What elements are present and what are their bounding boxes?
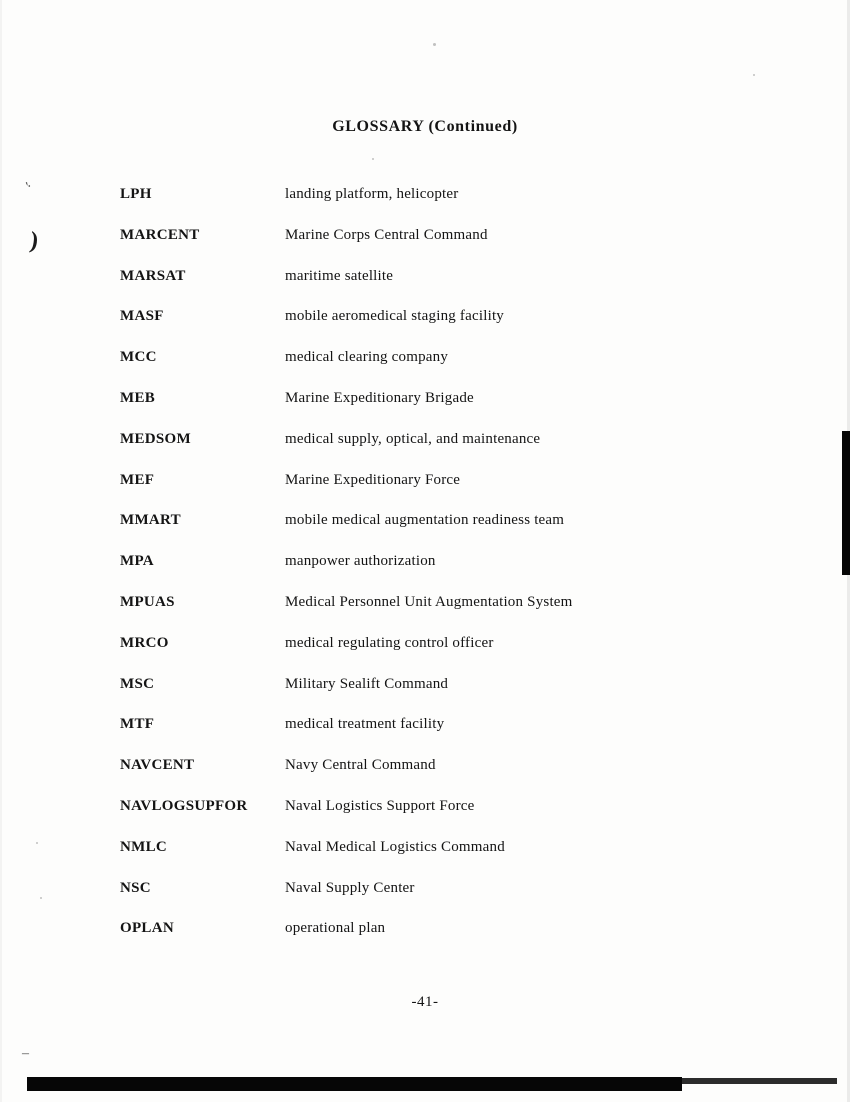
glossary-abbreviation: NMLC — [120, 838, 168, 855]
scan-speckle — [372, 158, 374, 160]
page-number: -41- — [411, 994, 439, 1010]
glossary-abbreviation: MARCENT — [120, 226, 200, 243]
glossary-definition: mobile aeromedical staging facility — [285, 308, 505, 325]
glossary-definition: manpower authorization — [285, 553, 436, 570]
glossary-definition: medical treatment facility — [285, 716, 445, 733]
glossary-entry — [120, 431, 800, 472]
glossary-entry — [120, 227, 800, 268]
glossary-abbreviation: MTF — [120, 716, 155, 733]
glossary-entry — [120, 839, 800, 880]
glossary-entry — [120, 308, 800, 349]
glossary-abbreviation: MCC — [120, 349, 157, 366]
scan-speckle — [433, 43, 436, 46]
glossary-entry — [120, 186, 800, 227]
glossary-definition: medical supply, optical, and maintenance — [285, 430, 541, 447]
glossary-definition: Marine Expeditionary Force — [285, 471, 461, 488]
glossary-abbreviation: MARSAT — [120, 267, 186, 284]
scan-artifact-right-bar — [842, 431, 850, 575]
glossary-entry — [120, 635, 800, 676]
glossary-abbreviation: NAVLOGSUPFOR — [120, 797, 248, 814]
page-title: GLOSSARY (Continued) — [332, 118, 518, 135]
ink-mark-top-left: '· — [24, 179, 33, 196]
glossary-entry — [120, 390, 800, 431]
scan-speckle — [40, 897, 42, 899]
glossary-definition: Marine Corps Central Command — [285, 226, 488, 243]
glossary-abbreviation: MEB — [120, 389, 156, 406]
glossary-entry — [120, 880, 800, 921]
glossary-definition: Naval Supply Center — [285, 879, 415, 896]
glossary-abbreviation: NSC — [120, 879, 151, 896]
scan-artifact-bottom-bar — [27, 1077, 682, 1091]
glossary-abbreviation: NAVCENT — [120, 757, 195, 774]
glossary-entry — [120, 553, 800, 594]
ink-mark-bottom-left: – — [22, 1046, 29, 1061]
glossary-definition: landing platform, helicopter — [285, 186, 459, 202]
glossary-entry — [120, 512, 800, 553]
glossary-entry — [120, 349, 800, 390]
glossary-abbreviation: MPUAS — [120, 593, 175, 610]
glossary-entry — [120, 716, 800, 757]
glossary-entry — [120, 268, 800, 309]
glossary-abbreviation: MASF — [120, 308, 164, 325]
glossary-definition: Naval Medical Logistics Command — [285, 838, 505, 855]
glossary-definition: Navy Central Command — [285, 757, 436, 774]
glossary-definition: Medical Personnel Unit Augmentation System — [285, 593, 573, 610]
glossary-definition: medical regulating control officer — [285, 634, 494, 651]
glossary-abbreviation: MSC — [120, 675, 155, 692]
glossary-definition: Marine Expeditionary Brigade — [285, 389, 474, 406]
glossary-entry — [120, 472, 800, 513]
glossary-abbreviation: MRCO — [120, 634, 169, 651]
scan-edge-left — [0, 0, 2, 1102]
glossary-list — [120, 186, 800, 961]
glossary-entry — [120, 798, 800, 839]
ink-mark-paren: ) — [28, 227, 40, 255]
glossary-definition: operational plan — [285, 920, 386, 937]
glossary-definition: mobile medical augmentation readiness team — [285, 512, 565, 529]
glossary-definition: maritime satellite — [285, 267, 394, 284]
glossary-entry — [120, 757, 800, 798]
glossary-entry — [120, 594, 800, 635]
glossary-entry — [120, 920, 800, 961]
glossary-abbreviation: MEF — [120, 471, 155, 488]
glossary-entry — [120, 676, 800, 717]
scan-artifact-bottom-bar-thin — [682, 1078, 837, 1084]
glossary-definition: medical clearing company — [285, 349, 449, 366]
glossary-abbreviation: OPLAN — [120, 920, 174, 937]
glossary-definition: Naval Logistics Support Force — [285, 797, 475, 814]
glossary-abbreviation: MMART — [120, 512, 181, 529]
glossary-abbreviation: MPA — [120, 553, 154, 570]
scan-speckle — [753, 74, 755, 76]
glossary-abbreviation: MEDSOM — [120, 430, 191, 447]
glossary-abbreviation: LPH — [120, 186, 152, 202]
glossary-definition: Military Sealift Command — [285, 675, 449, 692]
scan-speckle — [36, 842, 38, 844]
